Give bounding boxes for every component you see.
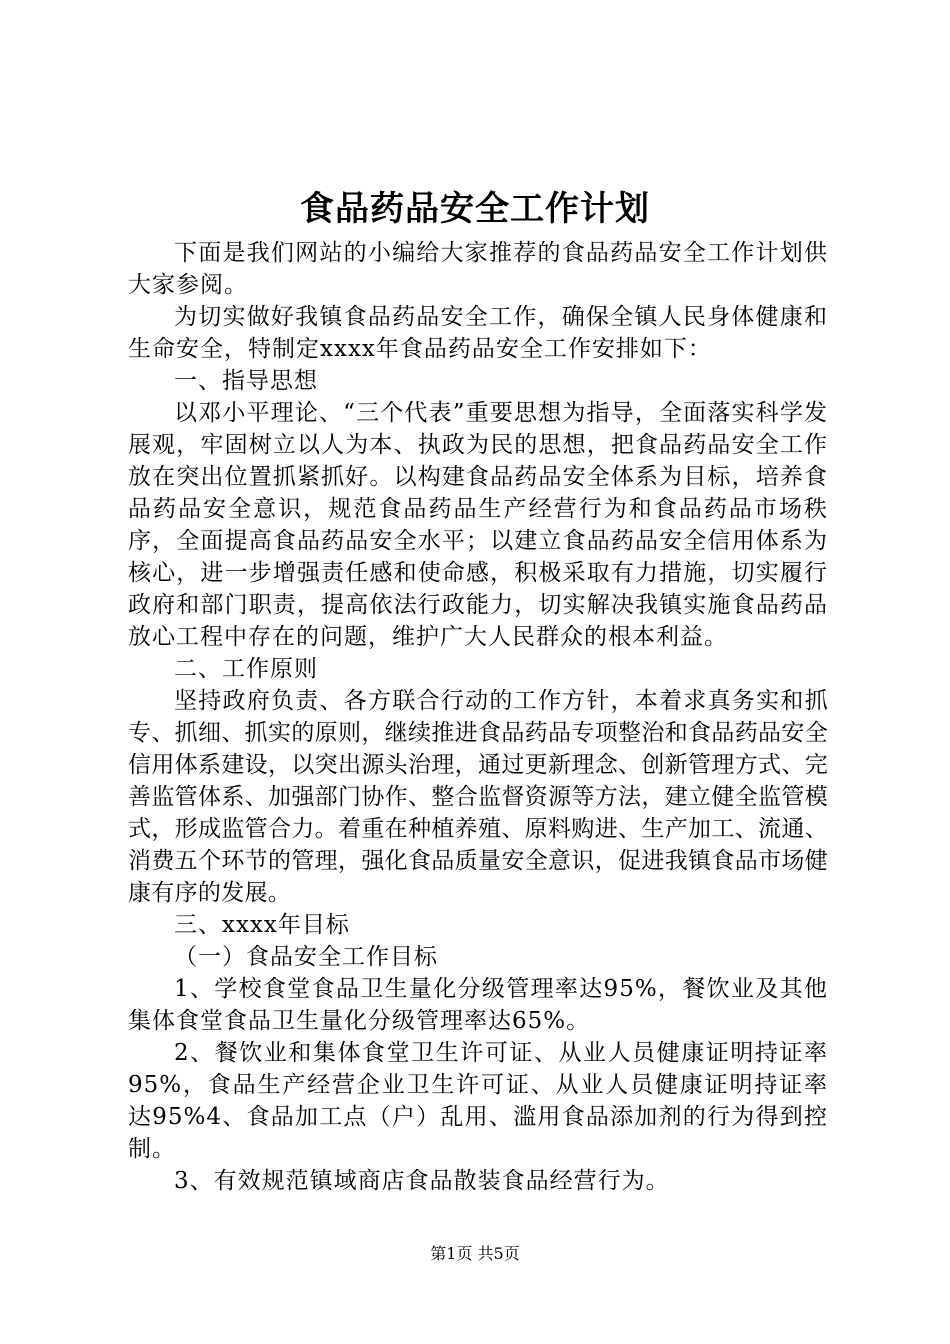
document-title: 食品药品安全工作计划 xyxy=(300,189,650,229)
subsection-heading-food-safety-goals: （一）食品安全工作目标 xyxy=(174,944,438,970)
work-principles-paragraph: 坚持政府负责、各方联合行动的工作方针，本着求真务实和抓专、抓细、抓实的原则，继续推进食品药品专项整治和食品药品安全信用体系建设，以突出源头治理，通过更新理念、创新管理方式、完善监管体系、加强部门协作、整合监督资源等方法，建立健全监管模式，形成监管合力。着重在种植养殖、原料购进、生产加工、流通、消费五个环节的管理，强化食品质量安全意识，促进我镇食品市场健康有序的发展。 xyxy=(128,688,828,906)
page-footer: 第1页 共5页 xyxy=(430,1244,520,1263)
goal-item-3: 3、有效规范镇域商店食品散装食品经营行为。 xyxy=(174,1168,670,1194)
section-heading-work-principles: 二、工作原则 xyxy=(174,656,318,682)
guiding-ideology-paragraph: 以邓小平理论、“三个代表”重要思想为指导，全面落实科学发展观，牢固树立以人为本、执政为民的思想，把食品药品安全工作放在突出位置抓紧抓好。以构建食品药品安全体系为目标，培养食品药品安全意识，规范食品药品生产经营行为和食品药品市场秩序，全面提高食品药品安全水平；以建立食品药品安全信用体系为核心，进一步增强责任感和使命感，积极采取有力措施，切实履行政府和部门职责，提高依法行政能力，切实解决我镇实施食品药品放心工程中存在的问题，维护广大人民群众的根本利益。 xyxy=(128,400,828,650)
intro-paragraph: 下面是我们网站的小编给大家推荐的食品药品安全工作计划供大家参阅。 xyxy=(128,240,828,298)
purpose-paragraph: 为切实做好我镇食品药品安全工作，确保全镇人民身体健康和生命安全，特制定xxxx年食品药品安全工作安排如下： xyxy=(128,304,828,362)
goal-item-1: 1、学校食堂食品卫生量化分级管理率达95%，餐饮业及其他集体食堂食品卫生量化分级管理率达65%。 xyxy=(128,976,828,1034)
section-heading-guiding-ideology: 一、指导思想 xyxy=(174,368,318,394)
document-body xyxy=(128,237,828,1197)
goal-item-2: 2、餐饮业和集体食堂卫生许可证、从业人员健康证明持证率95%，食品生产经营企业卫生许可证、从业人员健康证明持证率达95%4、食品加工点（户）乱用、滥用食品添加剂的行为得到控制。 xyxy=(128,1040,828,1162)
section-heading-yearly-goals: 三、xxxx年目标 xyxy=(174,912,350,938)
